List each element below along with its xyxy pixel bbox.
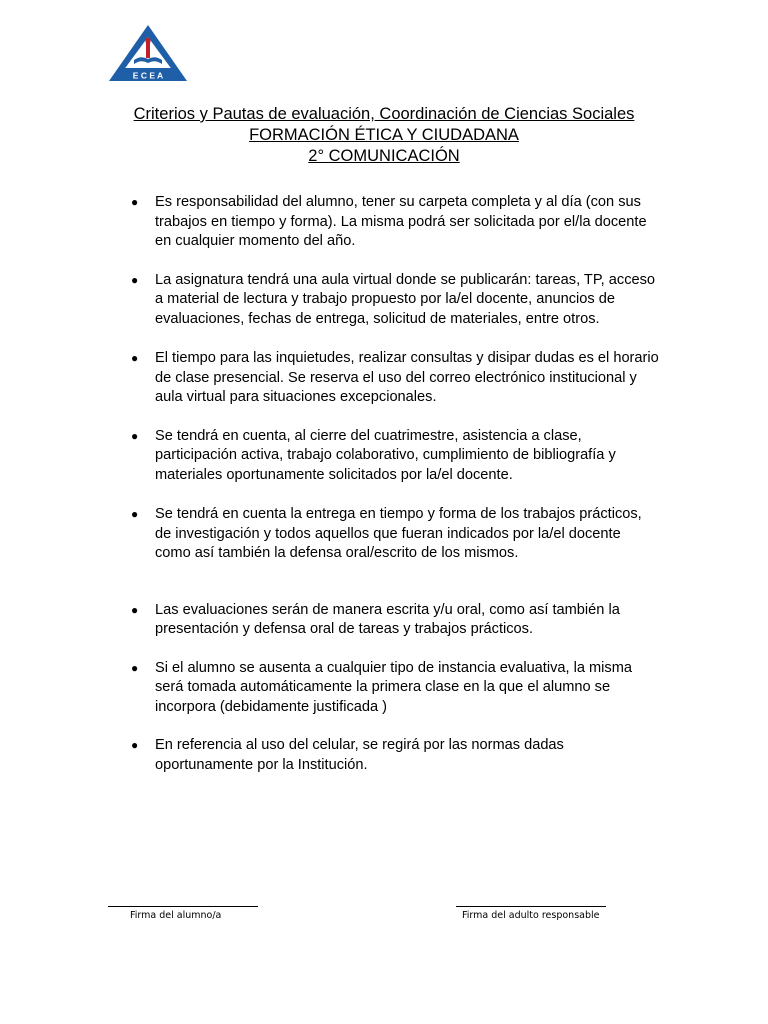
bullet-icon: ● <box>131 428 139 443</box>
document-header <box>0 104 768 167</box>
bullet-icon: ● <box>131 195 139 209</box>
bullet-icon: ● <box>131 272 139 287</box>
adult-signature-block <box>456 906 606 921</box>
criteria-list <box>130 193 660 775</box>
criteria-item-text: En referencia al uso del celular, se regirá por las normas dadas oportunamente por la Institución. <box>155 737 564 773</box>
school-logo <box>108 24 188 84</box>
criteria-item <box>130 193 660 252</box>
bullet-icon: ● <box>131 507 139 521</box>
bullet-icon: ● <box>131 738 139 752</box>
criteria-item-text: Las evaluaciones serán de manera escrita y/u oral, como así también la presentación y defensa oral de tareas y trabajos prácticos. <box>155 601 620 637</box>
bullet-icon: ● <box>131 351 139 365</box>
criteria-item <box>130 601 660 640</box>
criteria-item-text: La asignatura tendrá una aula virtual donde se publicarán: tareas, TP, acceso a material de lectura y trabajo propuesto por la/el docente, anuncios de evaluaciones, fechas de entrega, solicitud de materiales, entre otros. <box>155 271 656 327</box>
criteria-item <box>130 271 660 330</box>
criteria-item-text: El tiempo para las inquietudes, realizar consultas y disipar dudas es el horario de clase presencial. Se reserva el uso del correo electrónico institucional y aula virtual para situaciones excepcionales. <box>155 350 659 405</box>
logo-text: E C E A <box>132 70 164 81</box>
student-signature-line <box>108 906 258 907</box>
criteria-item-text: Se tendrá en cuenta, al cierre del cuatrimestre, asistencia a clase, participación activa, trabajo colaborativo, cumplimiento de bibliografía y materiales oportunamente solicitados por la/el docente. <box>155 427 616 483</box>
header-subject-line: Criterios y Pautas de evaluación, Coordinación de Ciencias Sociales <box>133 105 635 123</box>
bullet-icon: ● <box>131 602 139 617</box>
student-signature-block <box>108 906 258 921</box>
criteria-item-text: Se tendrá en cuenta la entrega en tiempo y forma de los trabajos prácticos, de investigación y todos aquellos que fueran indicados por la/el docente como así también la defensa oral/escrito de los mismos. <box>155 506 642 561</box>
header-class-group: 2° COMUNICACIÓN <box>308 147 460 165</box>
student-signature-label: Firma del alumno/a <box>130 910 222 921</box>
criteria-item-text: Si el alumno se ausenta a cualquier tipo de instancia evaluativa, la misma será tomada automáticamente la primera clase en la que el alumno se incorpora (debidamente justificada ) <box>155 659 632 715</box>
header-course-title: FORMACIÓN ÉTICA Y CIUDADANA <box>249 126 519 144</box>
adult-signature-label: Firma del adulto responsable <box>462 910 600 921</box>
criteria-item <box>130 349 660 408</box>
criteria-item <box>130 736 660 775</box>
criteria-item <box>130 427 660 486</box>
criteria-item <box>130 505 660 564</box>
bullet-icon: ● <box>131 660 139 675</box>
criteria-item <box>130 659 660 718</box>
school-logo-emblem <box>108 24 188 84</box>
adult-signature-line <box>456 906 606 907</box>
criteria-item-text: Es responsabilidad del alumno, tener su carpeta completa y al día (con sus trabajos en tiempo y forma). La misma podrá ser solicitada por el/la docente en cualquier momento del año. <box>155 194 647 249</box>
